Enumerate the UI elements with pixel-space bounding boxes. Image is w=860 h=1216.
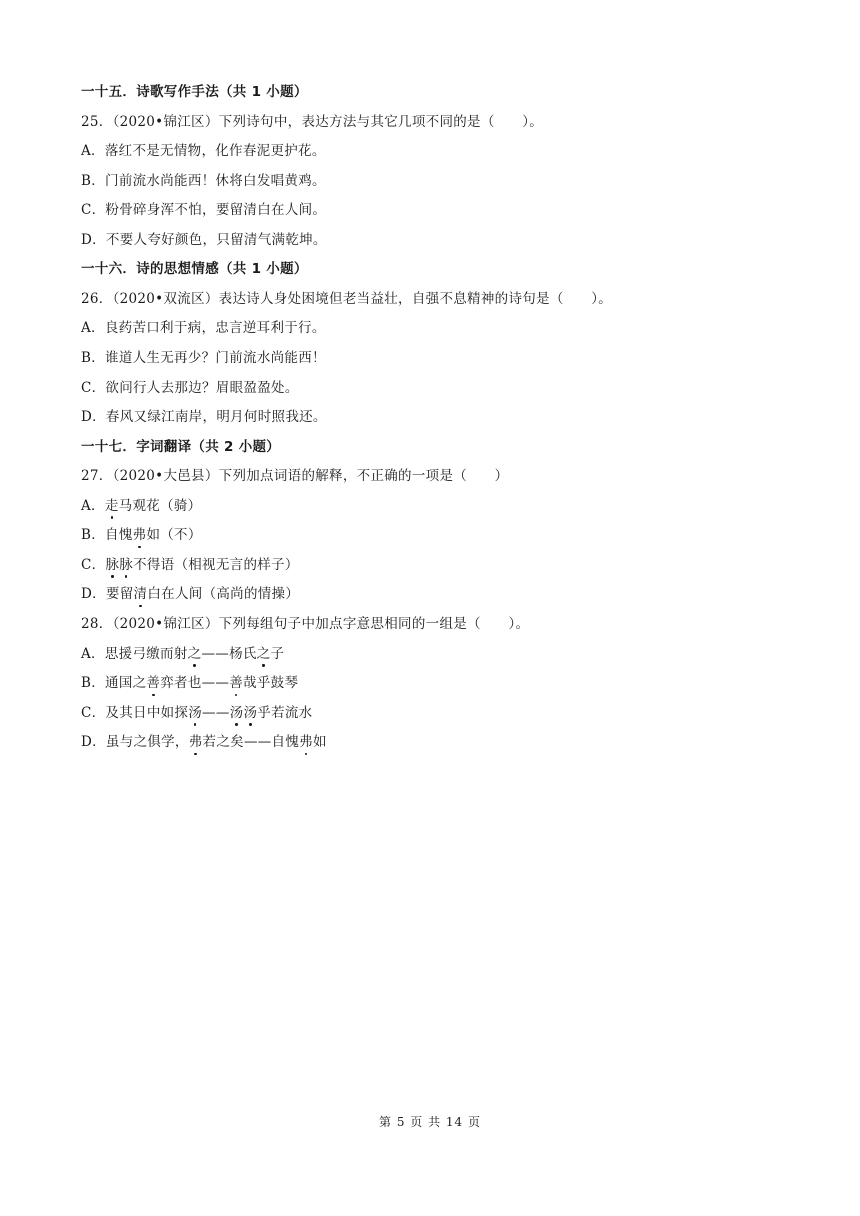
emphasized-char	[230, 705, 258, 721]
option-text: D．要留	[81, 586, 134, 603]
option-text: C．及其日中如探	[81, 704, 189, 721]
option-text: A．	[81, 497, 105, 514]
option-text: B．通国之	[81, 675, 147, 691]
dotted-char: 弗	[188, 734, 203, 751]
emphasized-char	[134, 586, 148, 602]
answer-option: B．门前流水尚能西！休将白发唱黄鸡。	[81, 172, 326, 189]
option-text: 白在人间（高尚的情操）	[147, 586, 300, 603]
dotted-char: 脉	[105, 556, 120, 573]
emphasized-char	[188, 646, 202, 662]
answer-option	[81, 733, 327, 751]
dotted-char: 汤	[229, 704, 244, 721]
option-text: 如（不）	[146, 527, 202, 544]
question-stem: 25．（2020•锦江区）下列诗句中，表达方法与其它几项不同的是（ ）。	[81, 113, 544, 130]
dotted-char: 之	[187, 645, 202, 662]
section-heading: 一十七．字词翻译（共 2 小题）	[81, 438, 281, 455]
answer-option	[81, 556, 299, 574]
emphasized-char	[105, 557, 133, 573]
dotted-char: 善	[146, 675, 161, 691]
answer-option	[81, 704, 312, 722]
option-text: 如	[312, 734, 327, 751]
emphasized-char	[229, 675, 243, 691]
answer-option: B．谁道人生无再少？门前流水尚能西！	[81, 349, 326, 366]
emphasized-char	[189, 734, 203, 750]
dotted-char: 汤	[188, 704, 203, 721]
option-text: 若之矣——自愧	[202, 734, 300, 751]
emphasized-char	[188, 705, 202, 721]
dotted-char: 弗	[299, 734, 313, 751]
dotted-char: 脉	[119, 556, 134, 573]
dotted-char: 汤	[243, 704, 258, 721]
dotted-char: 走	[104, 497, 119, 514]
dotted-char: 之	[256, 645, 271, 662]
section-heading: 一十五．诗歌写作手法（共 1 小题）	[81, 84, 308, 100]
question-stem: 26．（2020•双流区）表达诗人身处困境但老当益壮，自强不息精神的诗句是（ ）。	[81, 290, 613, 307]
option-text: 马观花（骑）	[118, 497, 202, 514]
question-stem: 27．（2020•大邑县）下列加点词语的解释，不正确的一项是（ ）	[81, 468, 509, 485]
answer-option: C．粉骨碎身浑不怕，要留清白在人间。	[81, 202, 327, 219]
emphasized-char	[257, 646, 271, 662]
dotted-char: 善	[229, 675, 244, 691]
option-text: ——杨氏	[201, 645, 257, 662]
answer-option: D．春风又绿江南岸，明月何时照我还。	[81, 409, 327, 426]
answer-option: D．不要人夸好颜色，只留清气满乾坤。	[81, 231, 327, 248]
page-footer: 第 5 页 共 14 页	[379, 1115, 481, 1129]
answer-option	[81, 645, 284, 663]
option-text: 不得语（相视无言的样子）	[133, 556, 299, 573]
answer-option: A．良药苦口利于病，忠言逆耳利于行。	[81, 320, 326, 337]
section-heading: 一十六．诗的思想情感（共 1 小题）	[81, 261, 308, 278]
option-text: 哉乎鼓琴	[243, 675, 299, 691]
answer-option: A．落红不是无情物，化作春泥更护花。	[81, 143, 326, 160]
answer-option	[81, 674, 298, 692]
question-stem: 28．（2020•锦江区）下列每组句子中加点字意思相同的一组是（ ）。	[81, 615, 530, 632]
emphasized-char	[146, 675, 160, 691]
answer-option: C．欲问行人去那边？眉眼盈盈处。	[81, 379, 299, 396]
option-text: D．虽与之俱学，	[81, 734, 189, 751]
answer-option	[81, 526, 202, 544]
answer-option	[81, 585, 299, 603]
option-text: 子	[270, 645, 285, 662]
option-text: 乎若流水	[257, 704, 313, 721]
option-text: ——	[202, 704, 230, 721]
dotted-char: 弗	[132, 527, 147, 544]
option-text: C．	[81, 556, 106, 573]
answer-option	[81, 497, 201, 515]
emphasized-char	[299, 734, 313, 750]
emphasized-char	[105, 498, 119, 514]
option-text: 弈者也——	[160, 675, 230, 691]
emphasized-char	[133, 527, 147, 543]
option-text: B．自愧	[81, 527, 133, 544]
dotted-char: 清	[133, 586, 148, 603]
option-text: A．思援弓缴而射	[81, 645, 188, 662]
